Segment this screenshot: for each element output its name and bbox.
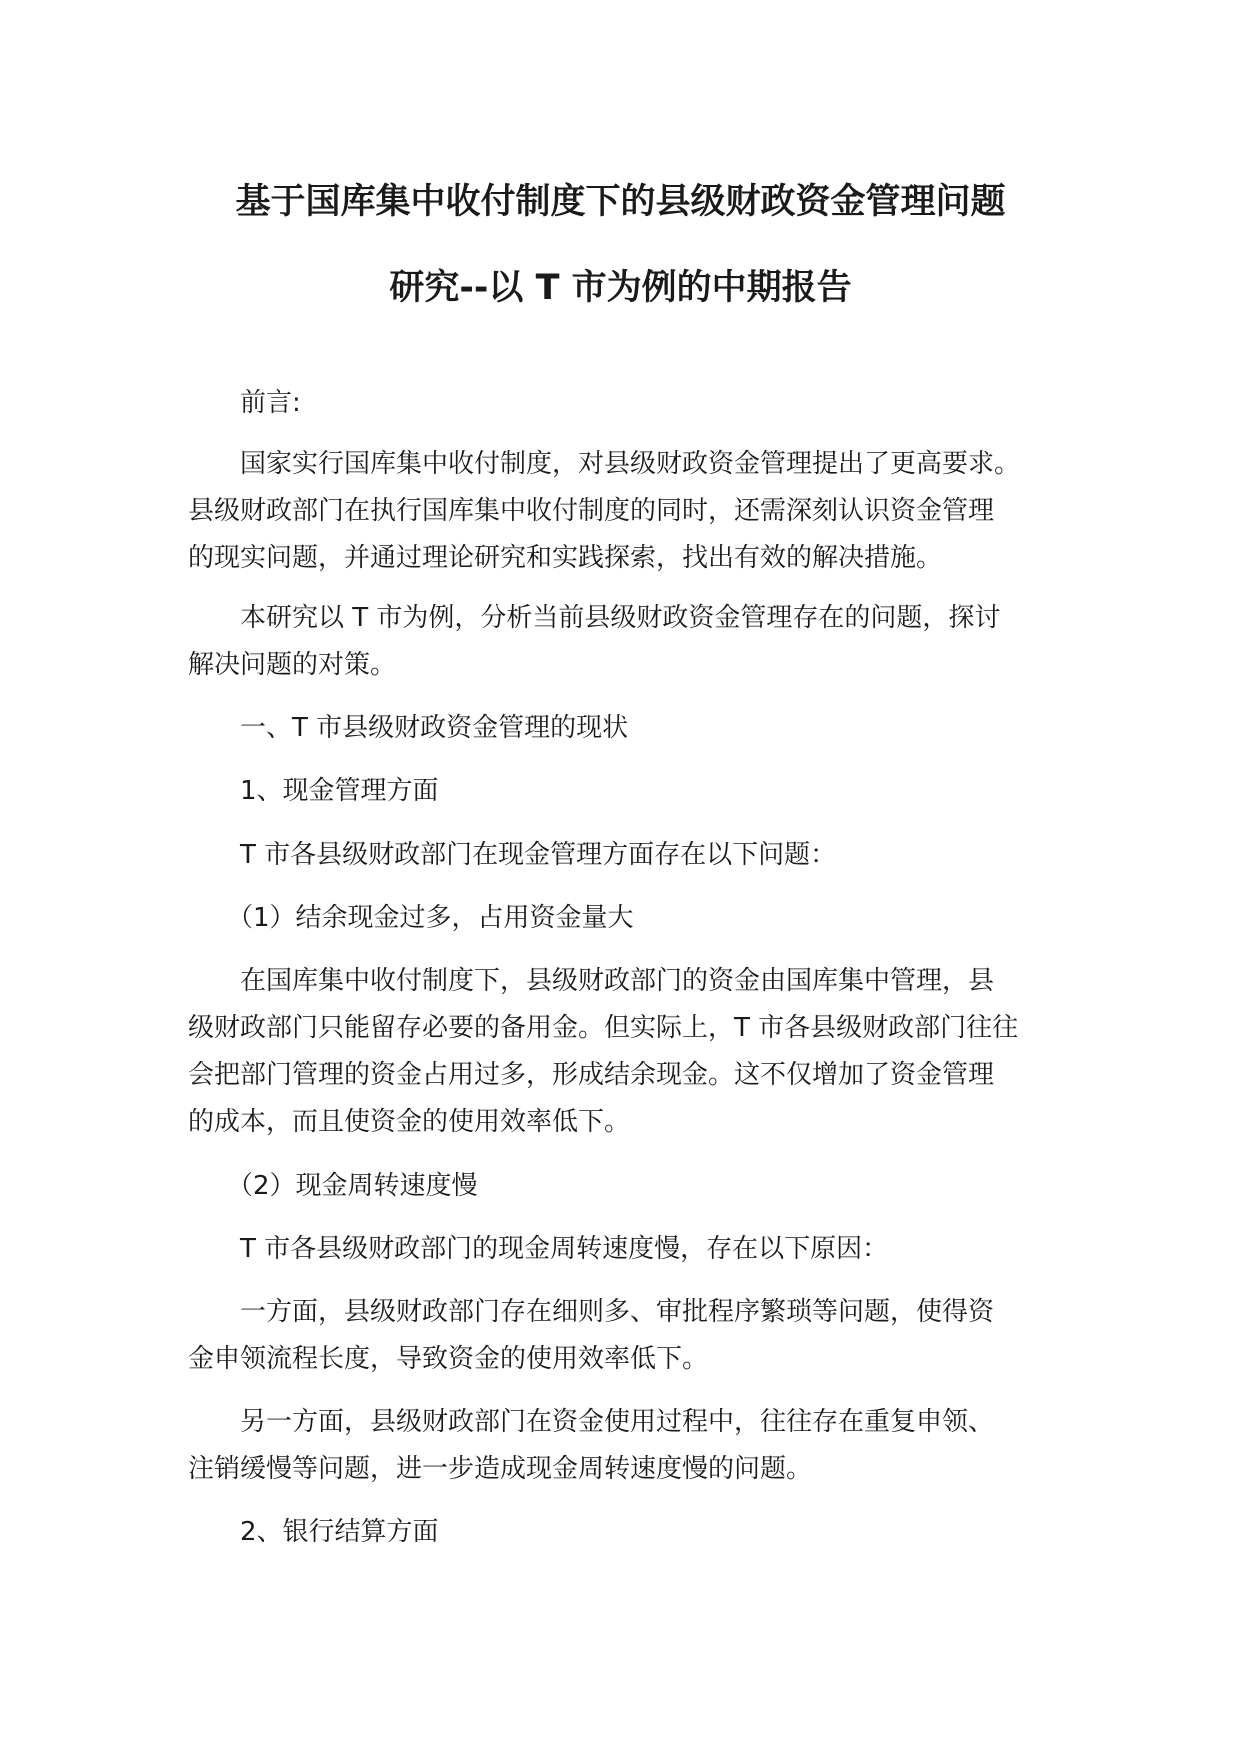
document-title-line-1: 基于国库集中收付制度下的县级财政资金管理问题 bbox=[235, 182, 1006, 222]
paragraph-line: 在国库集中收付制度下，县级财政部门的资金由国库集中管理，县 bbox=[188, 966, 995, 996]
paragraph-line: 国家实行国库集中收付制度，对县级财政资金管理提出了更高要求。 bbox=[188, 449, 1021, 479]
paragraph-line: 县级财政部门在执行国库集中收付制度的同时，还需深刻认识资金管理 bbox=[188, 496, 995, 526]
paragraph-line: 解决问题的对策。 bbox=[188, 650, 397, 680]
paragraph-line: T 市各县级财政部门在现金管理方面存在以下问题： bbox=[188, 840, 837, 870]
paragraph-line: 前言: bbox=[188, 388, 301, 418]
paragraph-line: 的现实问题，并通过理论研究和实践探索，找出有效的解决措施。 bbox=[188, 543, 943, 573]
paragraph-line: 金申领流程长度，导致资金的使用效率低下。 bbox=[188, 1344, 709, 1374]
paragraph-line: 本研究以 T 市为例，分析当前县级财政资金管理存在的问题，探讨 bbox=[188, 603, 1001, 633]
subsection-heading: 1、现金管理方面 bbox=[188, 776, 439, 806]
item-heading: （2）现金周转速度慢 bbox=[188, 1171, 478, 1201]
paragraph-line: 会把部门管理的资金占用过多，形成结余现金。这不仅增加了资金管理 bbox=[188, 1060, 995, 1090]
paragraph-line: 的成本，而且使资金的使用效率低下。 bbox=[188, 1107, 631, 1137]
subsection-heading: 2、银行结算方面 bbox=[188, 1517, 439, 1547]
document-title-line-2: 研究--以 T 市为例的中期报告 bbox=[389, 268, 852, 308]
section-heading: 一、T 市县级财政资金管理的现状 bbox=[188, 713, 629, 743]
paragraph-line: 注销缓慢等问题，进一步造成现金周转速度慢的问题。 bbox=[188, 1454, 813, 1484]
paragraph-line: 级财政部门只能留存必要的备用金。但实际上，T 市各县级财政部门往往 bbox=[188, 1013, 1019, 1043]
item-heading: （1）结余现金过多，占用资金量大 bbox=[188, 903, 634, 933]
paragraph-line: 一方面，县级财政部门存在细则多、审批程序繁琐等问题，使得资 bbox=[188, 1297, 995, 1327]
paragraph-line: T 市各县级财政部门的现金周转速度慢，存在以下原因： bbox=[188, 1234, 889, 1264]
paragraph-line: 另一方面，县级财政部门在资金使用过程中，往往存在重复申领、 bbox=[188, 1407, 995, 1437]
